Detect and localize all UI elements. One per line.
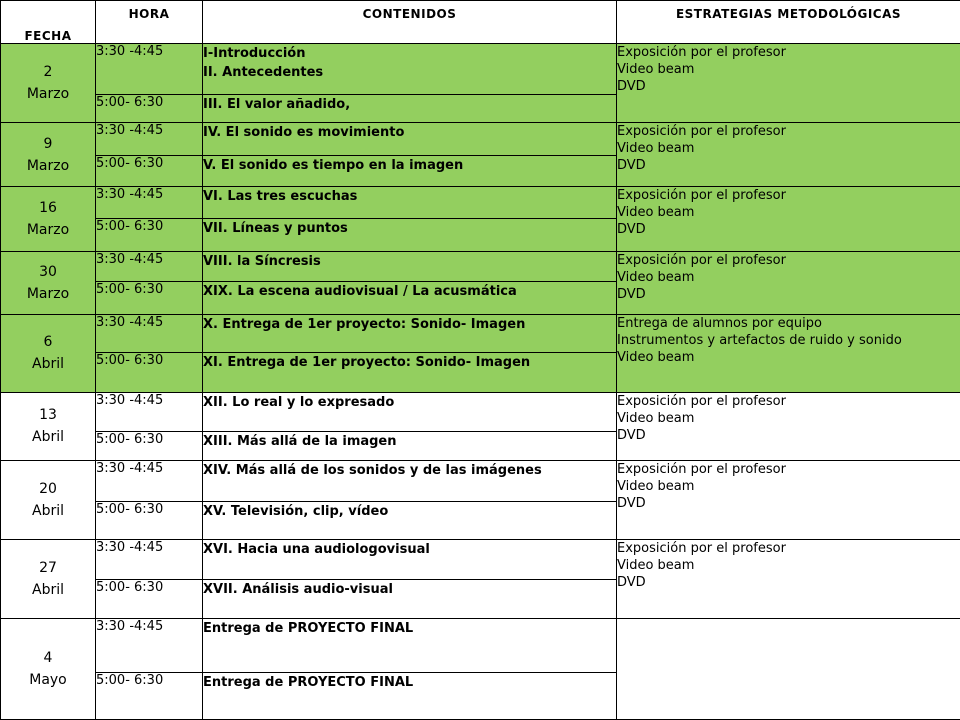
estrategia-line: Exposición por el profesor: [617, 123, 786, 139]
contenido-line: X. Entrega de 1er proyecto: Sonido- Imagen: [203, 316, 526, 332]
estrategia-line: DVD: [617, 157, 646, 173]
hora-cell: 3:30 -4:45: [96, 618, 203, 673]
estrategias-cell: [617, 252, 960, 315]
estrategia-line: Exposición por el profesor: [617, 393, 786, 409]
schedule-row: [1, 44, 960, 95]
contenido-line: XII. Lo real y lo expresado: [203, 394, 395, 410]
fecha-day: 27: [39, 559, 57, 576]
contenido-line: XVI. Hacia una audiologovisual: [203, 542, 430, 558]
fecha-cell: [1, 540, 96, 619]
contenido-cell: [203, 122, 617, 155]
schedule-row: [1, 540, 960, 580]
contenido-cell: [203, 252, 617, 282]
hora-cell: 5:00- 6:30: [96, 94, 203, 122]
contenido-line: IV. El sonido es movimiento: [203, 124, 405, 140]
estrategia-line: Video beam: [617, 62, 695, 77]
contenido-line: XI. Entrega de 1er proyecto: Sonido- Imagen: [203, 355, 531, 371]
fecha-cell: [1, 314, 96, 392]
estrategia-line: Entrega de alumnos por equipo: [617, 315, 822, 331]
contenido-cell: [203, 187, 617, 218]
fecha-month: Abril: [32, 429, 64, 446]
fecha-month: Marzo: [26, 85, 70, 102]
fecha-day: 2: [43, 63, 53, 80]
fecha-month: Mayo: [29, 671, 67, 688]
hora-cell: 3:30 -4:45: [96, 44, 203, 95]
estrategia-line: DVD: [617, 222, 646, 238]
hora-cell: 5:00- 6:30: [96, 218, 203, 251]
schedule-row: [1, 392, 960, 431]
hora-cell: 3:30 -4:45: [96, 252, 203, 282]
contenido-cell: [203, 282, 617, 314]
header-contenidos: CONTENIDOS: [203, 1, 617, 44]
contenido-line: XVII. Análisis audio-visual: [203, 582, 393, 598]
contenido-cell: [203, 314, 617, 352]
estrategia-line: Video beam: [617, 410, 695, 426]
contenido-cell: [203, 501, 617, 539]
contenido-line: VIII. la Síncresis: [203, 254, 321, 270]
fecha-day: 20: [39, 481, 57, 498]
header-estrategias: ESTRATEGIAS METODOLÓGICAS: [617, 1, 960, 44]
estrategia-line: DVD: [617, 496, 646, 512]
schedule-row: [1, 461, 960, 501]
contenido-line: VI. Las tres escuchas: [203, 189, 358, 205]
contenido-line: III. El valor añadido,: [203, 96, 351, 112]
estrategia-line: Video beam: [617, 558, 695, 574]
hora-cell: 5:00- 6:30: [96, 673, 203, 720]
contenido-cell: [203, 540, 617, 580]
contenido-line: Entrega de PROYECTO FINAL: [203, 620, 414, 636]
contenido-line: Entrega de PROYECTO FINAL: [203, 675, 414, 691]
hora-cell: 3:30 -4:45: [96, 187, 203, 218]
header-row: [1, 1, 960, 44]
contenido-line: I-Introducción: [203, 46, 306, 61]
estrategias-cell: [617, 122, 960, 187]
contenido-line: VII. Líneas y puntos: [203, 220, 348, 236]
estrategias-cell: [617, 314, 960, 392]
contenido-cell: [203, 673, 617, 720]
contenido-line: XV. Televisión, clip, vídeo: [203, 503, 389, 519]
estrategia-line: Video beam: [617, 205, 695, 221]
fecha-month: Abril: [32, 356, 64, 373]
fecha-cell: [1, 187, 96, 252]
schedule-row: [1, 122, 960, 155]
estrategia-line: Video beam: [617, 479, 695, 495]
estrategias-cell: [617, 187, 960, 252]
contenido-line: II. Antecedentes: [203, 65, 324, 80]
estrategia-line: Instrumentos y artefactos de ruido y sonido: [617, 332, 902, 348]
schedule-row: [1, 618, 960, 673]
fecha-cell: [1, 44, 96, 123]
hora-cell: 3:30 -4:45: [96, 540, 203, 580]
fecha-cell: [1, 122, 96, 187]
contenido-line: XIX. La escena audiovisual / La acusmática: [203, 284, 517, 300]
hora-cell: 5:00- 6:30: [96, 431, 203, 460]
estrategia-line: DVD: [617, 287, 646, 303]
fecha-day: 4: [43, 649, 53, 666]
estrategias-cell: [617, 44, 960, 123]
contenido-cell: [203, 461, 617, 501]
hora-cell: 3:30 -4:45: [96, 392, 203, 431]
contenido-cell: [203, 353, 617, 392]
fecha-day: 9: [43, 135, 53, 152]
estrategia-line: Exposición por el profesor: [617, 541, 786, 557]
estrategia-line: DVD: [617, 575, 646, 591]
contenido-cell: [203, 44, 617, 95]
estrategia-line: DVD: [617, 427, 646, 443]
estrategias-cell: [617, 618, 960, 719]
header-hora: HORA: [96, 1, 203, 44]
hora-cell: 5:00- 6:30: [96, 282, 203, 314]
fecha-month: Marzo: [26, 285, 70, 302]
estrategias-cell: [617, 461, 960, 540]
schedule-row: [1, 314, 960, 352]
hora-cell: 5:00- 6:30: [96, 156, 203, 187]
hora-cell: 3:30 -4:45: [96, 461, 203, 501]
fecha-month: Abril: [32, 581, 64, 598]
contenido-cell: [203, 94, 617, 122]
fecha-month: Abril: [32, 503, 64, 520]
estrategia-line: Exposición por el profesor: [617, 462, 786, 478]
contenido-line: V. El sonido es tiempo en la imagen: [203, 158, 464, 174]
estrategias-cell: [617, 540, 960, 619]
contenido-cell: [203, 580, 617, 618]
header-fecha: FECHA: [1, 1, 96, 44]
hora-cell: 5:00- 6:30: [96, 580, 203, 618]
contenido-cell: [203, 392, 617, 431]
fecha-day: 30: [39, 263, 57, 280]
hora-cell: 3:30 -4:45: [96, 122, 203, 155]
fecha-month: Marzo: [26, 222, 70, 239]
contenido-line: XIII. Más allá de la imagen: [203, 433, 397, 449]
estrategias-cell: [617, 392, 960, 461]
schedule-row: [1, 252, 960, 282]
fecha-day: 16: [39, 200, 57, 217]
contenido-cell: [203, 618, 617, 673]
contenido-cell: [203, 156, 617, 187]
estrategia-line: Video beam: [617, 349, 695, 365]
fecha-cell: [1, 618, 96, 719]
estrategia-line: Exposición por el profesor: [617, 253, 786, 269]
contenido-line: XIV. Más allá de los sonidos y de las imágenes: [203, 463, 542, 479]
fecha-day: 13: [39, 407, 57, 424]
fecha-cell: [1, 252, 96, 315]
estrategia-line: Exposición por el profesor: [617, 188, 786, 204]
estrategia-line: Exposición por el profesor: [617, 45, 786, 60]
fecha-day: 6: [43, 334, 53, 351]
contenido-cell: [203, 218, 617, 251]
fecha-month: Marzo: [26, 157, 70, 174]
hora-cell: 3:30 -4:45: [96, 314, 203, 352]
contenido-cell: [203, 431, 617, 460]
estrategia-line: DVD: [617, 79, 646, 94]
hora-cell: 5:00- 6:30: [96, 353, 203, 392]
hora-cell: 5:00- 6:30: [96, 501, 203, 539]
estrategia-line: Video beam: [617, 140, 695, 156]
schedule-row: [1, 187, 960, 218]
fecha-cell: [1, 392, 96, 461]
fecha-cell: [1, 461, 96, 540]
estrategia-line: Video beam: [617, 270, 695, 286]
